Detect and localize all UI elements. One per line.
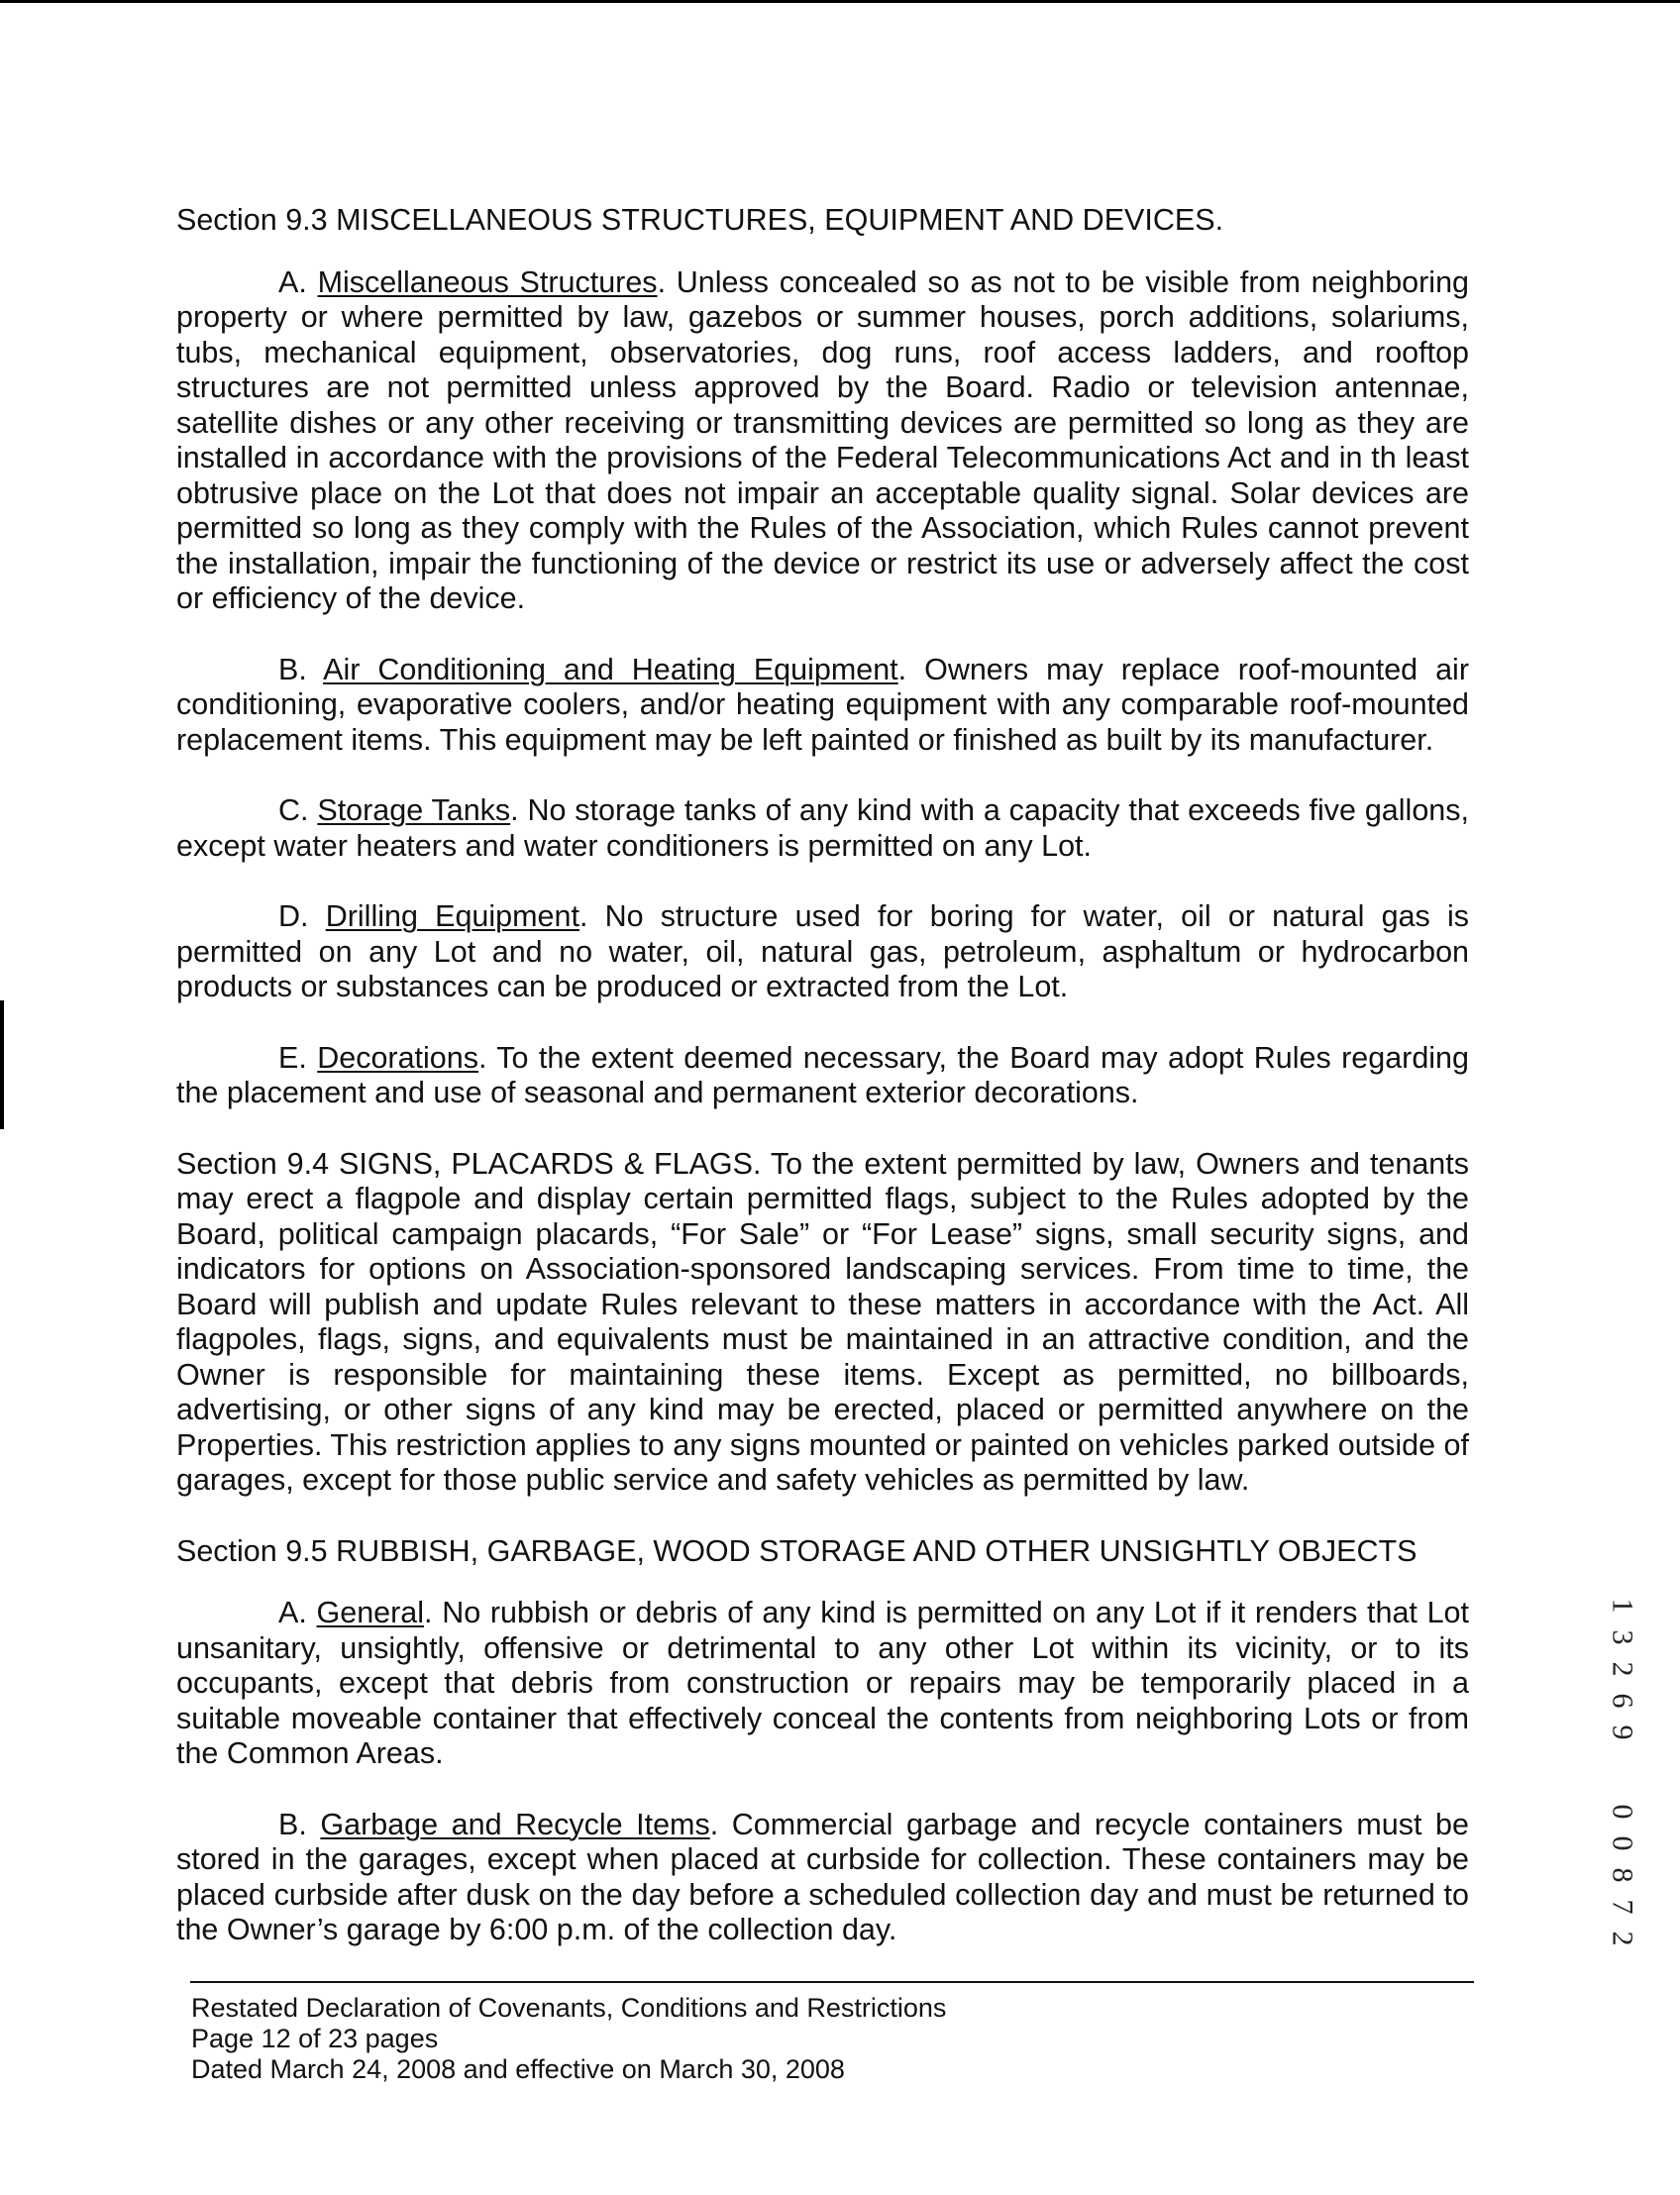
margin-code-digit: 6 [1606,1693,1639,1709]
margin-code-first [1606,1590,1639,1748]
margin-code-digit: 0 [1606,1835,1639,1851]
footer-rule [190,1981,1474,1983]
scan-edge-top [0,0,1680,3]
section-9-3-c-title: Storage Tanks [317,793,511,827]
margin-code-digit: 9 [1606,1725,1639,1740]
section-9-3-heading: Section 9.3 MISCELLANEOUS STRUCTURES, EQUIPMENT AND DEVICES. [176,203,1224,237]
section-9-3-e: E. Decorations. To the extent deemed necessary, the Board may adopt Rules regarding the placement and use of seasonal and permanent exterior decorations. [176,1040,1469,1109]
section-9-3-d-title: Drilling Equipment [325,899,579,933]
margin-code-digit: 2 [1606,1931,1639,1946]
footer-page: Page 12 of 23 pages [191,2024,439,2053]
margin-code-second [1606,1796,1639,1954]
margin-code-digit: 3 [1606,1629,1639,1645]
margin-code-digit: 8 [1606,1867,1639,1883]
section-9-3-c: C. Storage Tanks. No storage tanks of any kind with a capacity that exceeds five gallons, except water heaters and water conditioners is permitted on any Lot. [176,793,1469,863]
section-9-5-b: B. Garbage and Recycle Items. Commercial garbage and recycle containers must be stored in the garages, except when placed at curbside for collection. These containers may be placed curbside after dusk on the day before a scheduled collection day and must be returned to the Owner’s garage by 6:00 p.m. of the collection day. [176,1807,1469,1946]
section-9-4: Section 9.4 SIGNS, PLACARDS & FLAGS. To the extent permitted by law, Owners and tenants may erect a flagpole and display certain permitted flags, subject to the Rules adopted by the Board, political campaign placards, “For Sale” or “For Lease” signs, small security signs, and indicators for options on Association-sponsored landscaping services. From time to time, the Board will publish and update Rules relevant to these matters in accordance with the Act. All flagpoles, flags, signs, and equivalents must be maintained in an attractive condition, and the Owner is responsible for maintaining these items. Except as permitted, no billboards, advertising, or other signs of any kind may be erected, placed or permitted anywhere on the Properties. This restriction applies to any signs mounted or painted on vehicles parked outside of garages, except for those public service and safety vehicles as permitted by law. [176,1146,1469,1497]
margin-code-digit: 7 [1606,1899,1639,1915]
section-9-5-heading: Section 9.5 RUBBISH, GARBAGE, WOOD STORAGE AND OTHER UNSIGHTLY OBJECTS [176,1533,1418,1568]
section-9-5-a-title: General [316,1596,425,1629]
section-9-3-b-title: Air Conditioning and Heating Equipment [323,652,898,686]
section-9-5-b-title: Garbage and Recycle Items [320,1807,710,1841]
section-9-3-b: B. Air Conditioning and Heating Equipment. Owners may replace roof-mounted air conditioning, evaporative coolers, and/or heating equipment with any comparable roof-mounted replacement items. This equipment may be left painted or finished as built by its manufacturer. [176,652,1469,757]
margin-code-digit: 2 [1606,1661,1639,1677]
margin-code-digit: 0 [1606,1804,1639,1820]
section-9-3-e-title: Decorations [317,1040,478,1075]
footer-title: Restated Declaration of Covenants, Conditions and Restrictions [191,1993,947,2023]
section-9-3-a: A. Miscellaneous Structures. Unless concealed so as not to be visible from neighboring property or where permitted by law, gazebos or summer houses, porch additions, solariums, tubs, mechanical equipment, observatories, dog runs, roof access ladders, and rooftop structures are not permitted unless approved by the Board. Radio or television antennae, satellite dishes or any other receiving or transmitting devices are permitted so long as they are installed in accordance with the provisions of the Federal Telecommunications Act and in th least obtrusive place on the Lot that does not impair an acceptable quality signal. Solar devices are permitted so long as they comply with the Rules of the Association, which Rules cannot prevent the installation, impair the functioning of the device or restrict its use or adversely affect the cost or efficiency of the device. [176,264,1469,615]
margin-code-digit: 1 [1606,1598,1639,1614]
footer-dated: Dated March 24, 2008 and effective on March 30, 2008 [191,2054,845,2084]
document-body [176,203,1469,1984]
margin-document-number [1606,1590,1639,1954]
section-9-5-a: A. General. No rubbish or debris of any kind is permitted on any Lot if it renders that Lot unsanitary, unsightly, offensive or detrimental to any other Lot within its vicinity, or to its occupants, except that debris from construction or repairs may be temporarily placed in a suitable moveable container that effectively conceal the contents from neighboring Lots or from the Common Areas. [176,1596,1469,1770]
section-9-3-d: D. Drilling Equipment. No structure used for boring for water, oil or natural gas is permitted on any Lot and no water, oil, natural gas, petroleum, asphaltum or hydrocarbon products or substances can be produced or extracted from the Lot. [176,899,1470,1003]
scan-edge-left [0,1000,4,1129]
section-9-3-a-title: Miscellaneous Structures [317,264,658,299]
footer [191,1993,946,2085]
